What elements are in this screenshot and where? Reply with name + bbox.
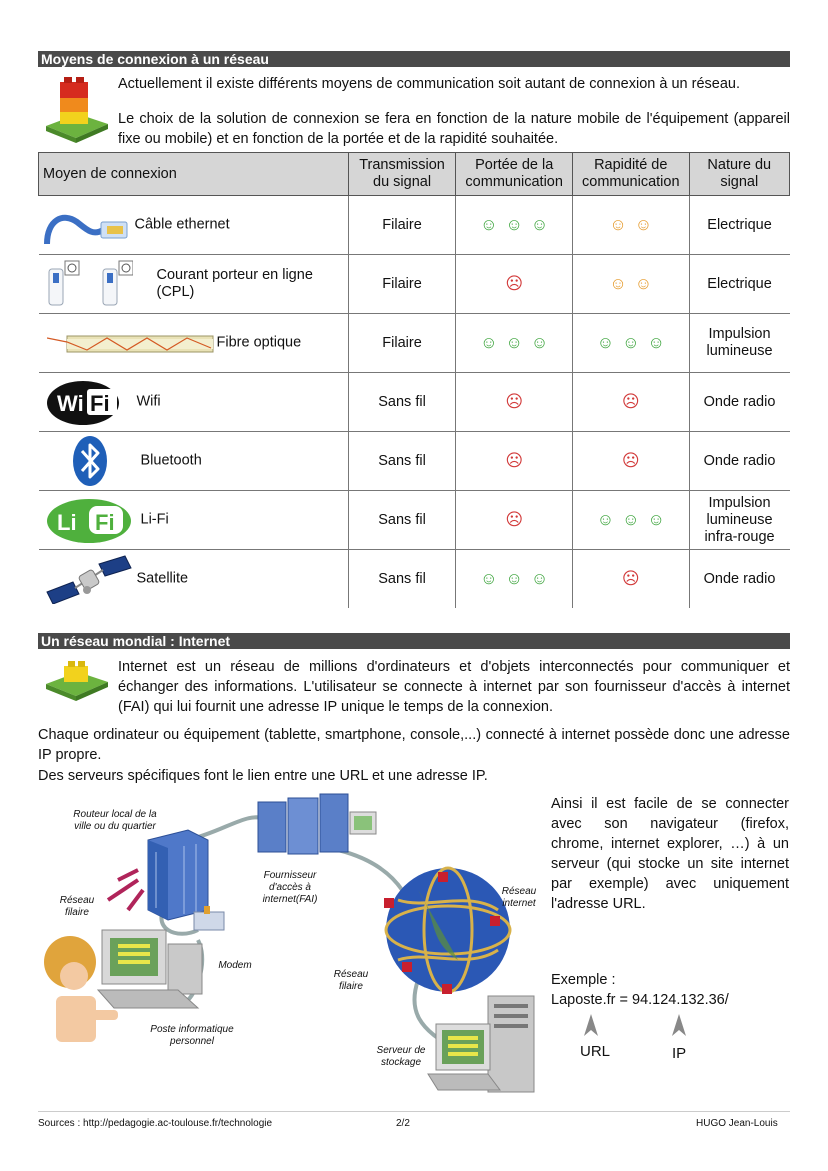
url-label: URL [580, 1043, 611, 1060]
storage-server-icon [428, 996, 534, 1092]
speed-cell [572, 196, 689, 255]
svg-text:Fi: Fi [89, 391, 110, 416]
green-smiley-icon: ☺ [596, 509, 615, 529]
footer-author: HUGO Jean-Louis [696, 1118, 778, 1129]
storage-server-label: Serveur de stockage [376, 1045, 426, 1068]
svg-text:Wi: Wi [56, 391, 84, 416]
example-value: Laposte.fr = 94.124.132.36/ [551, 992, 729, 1008]
svg-text:Fi: Fi [94, 510, 115, 535]
orange-smiley-icon: ☺ [634, 273, 653, 293]
range-cell [456, 550, 573, 609]
satellite-icon [43, 554, 133, 604]
green-smiley-icon: ☺ [505, 568, 523, 588]
transmission-cell: Sans fil [348, 491, 456, 550]
router-label: Routeur local de la ville ou du quartier [73, 809, 157, 832]
speed-cell [572, 255, 689, 314]
footer-source: Sources : http://pedagogie.ac-toulouse.fr/technologie [38, 1118, 273, 1129]
row-label: Fibre optique [216, 334, 302, 351]
network-diagram [38, 790, 543, 1108]
green-smiley-icon: ☺ [480, 214, 498, 234]
green-smiley-icon: ☺ [647, 509, 665, 529]
cpl-adapter-icon [43, 259, 133, 309]
url-explanation: Ainsi il est facile de se connecter avec son navigateur (firefox, chrome, internet explorer, …) à un serveur (qui stocke un site internet par exemple) avec uniquement l'adresse URL. [551, 796, 789, 912]
table-row [39, 491, 790, 550]
optical-fiber-icon [47, 332, 215, 356]
green-smiley-icon: ☺ [647, 332, 665, 352]
col-header-transmission: Transmission du signal [348, 153, 456, 196]
transmission-cell: Sans fil [348, 373, 456, 432]
nature-cell: Impulsion lumineuse infra-rouge [689, 491, 789, 550]
green-smiley-icon: ☺ [480, 332, 498, 352]
internet-paragraph-2: Chaque ordinateur ou équipement (tablette, smartphone, console,...) connecté à internet possède donc une adresse IP propre. [38, 727, 790, 763]
green-smiley-icon: ☺ [480, 568, 498, 588]
isp-label: Fournisseur d'accès à internet(FAI) [262, 870, 318, 905]
table-row [39, 196, 790, 255]
nature-cell: Electrique [689, 196, 789, 255]
transmission-cell: Filaire [348, 196, 456, 255]
router-building-icon [108, 830, 208, 920]
table-row [39, 373, 790, 432]
green-smiley-icon: ☺ [505, 332, 523, 352]
nature-cell: Onde radio [689, 550, 789, 609]
transmission-cell: Filaire [348, 255, 456, 314]
wifi-logo-icon [43, 377, 133, 427]
bluetooth-logo-icon [71, 434, 109, 488]
lifi-logo-icon [43, 495, 133, 545]
intro-paragraph-2: Le choix de la solution de connexion se fera en fonction de la nature mobile de l'équipement (appareil fixe ou mobile) et en fonction de la portée et de la rapidité souhaitée. [118, 111, 790, 147]
internet-network-label: Réseau internet [501, 886, 537, 909]
wired-network-label-1: Réseau filaire [59, 895, 95, 918]
green-smiley-icon: ☺ [530, 568, 549, 588]
example-label: Exemple : [551, 972, 616, 988]
row-label: Li-Fi [140, 511, 169, 528]
col-header-speed: Rapidité de communication [572, 153, 689, 196]
orange-smiley-icon: ☺ [609, 273, 627, 293]
table-row [39, 432, 790, 491]
red-smiley-icon: ☹ [505, 273, 524, 293]
isp-server-icon [258, 794, 376, 854]
nature-cell: Onde radio [689, 432, 789, 491]
col-header-nature: Nature du signal [689, 153, 789, 196]
row-label: Câble ethernet [134, 216, 230, 233]
green-smiley-icon: ☺ [530, 214, 549, 234]
range-cell [456, 432, 573, 491]
nature-cell: Impulsion lumineuse [689, 314, 789, 373]
table-row [39, 550, 790, 609]
ip-label: IP [672, 1045, 687, 1062]
svg-text:Li: Li [56, 510, 77, 535]
table-row [39, 314, 790, 373]
orange-smiley-icon: ☺ [634, 214, 653, 234]
transmission-cell: Filaire [348, 314, 456, 373]
red-smiley-icon: ☹ [621, 391, 640, 411]
pc-label: Poste informatique personnel [150, 1024, 234, 1047]
arrow-up-icon [668, 1012, 690, 1038]
nature-cell: Electrique [689, 255, 789, 314]
arrow-up-icon [580, 1012, 602, 1038]
connection-table [38, 152, 790, 608]
green-smiley-icon: ☺ [622, 332, 640, 352]
green-smiley-icon: ☺ [530, 332, 549, 352]
lego-tower-icon [44, 74, 110, 144]
range-cell [456, 196, 573, 255]
red-smiley-icon: ☹ [505, 509, 524, 529]
section-title-connection: Moyens de connexion à un réseau [38, 51, 790, 67]
red-smiley-icon: ☹ [621, 450, 640, 470]
table-row [39, 255, 790, 314]
personal-computer-icon [98, 930, 202, 1008]
transmission-cell: Sans fil [348, 550, 456, 609]
lego-brick-icon [44, 660, 110, 702]
range-cell [456, 314, 573, 373]
range-cell [456, 373, 573, 432]
col-header-range: Portée de la communication [456, 153, 573, 196]
red-smiley-icon: ☹ [505, 391, 524, 411]
footer-divider [38, 1111, 790, 1112]
col-header-means: Moyen de connexion [39, 153, 349, 196]
speed-cell [572, 550, 689, 609]
row-label: Courant porteur en ligne (CPL) [156, 267, 313, 300]
footer-page-number: 2/2 [396, 1118, 410, 1129]
row-label: Bluetooth [140, 452, 202, 469]
row-label: Wifi [136, 393, 161, 410]
modem-label: Modem [218, 960, 252, 971]
green-smiley-icon: ☺ [505, 214, 523, 234]
orange-smiley-icon: ☺ [609, 214, 627, 234]
transmission-cell: Sans fil [348, 432, 456, 491]
green-smiley-icon: ☺ [622, 509, 640, 529]
speed-cell [572, 491, 689, 550]
internet-paragraph-3: Des serveurs spécifiques font le lien entre une URL et une adresse IP. [38, 768, 488, 784]
red-smiley-icon: ☹ [505, 450, 524, 470]
green-smiley-icon: ☺ [596, 332, 615, 352]
ethernet-cable-icon [43, 200, 133, 250]
internet-paragraph-1: Internet est un réseau de millions d'ordinateurs et d'objets interconnectés pour communiquer et échanger des informations. L'utilisateur se connecte à internet par son fournisseur d'accès à internet (FAI) qui lui fournit une adresse IP unique le temps de la connexion. [118, 659, 790, 715]
speed-cell [572, 314, 689, 373]
intro-paragraph-1: Actuellement il existe différents moyens de communication soit autant de connexion à un réseau. [118, 76, 740, 92]
speed-cell [572, 432, 689, 491]
range-cell [456, 255, 573, 314]
speed-cell [572, 373, 689, 432]
red-smiley-icon: ☹ [621, 568, 640, 588]
row-label: Satellite [136, 570, 189, 587]
nature-cell: Onde radio [689, 373, 789, 432]
wired-network-label-2: Réseau filaire [333, 969, 369, 992]
range-cell [456, 491, 573, 550]
section-title-internet: Un réseau mondial : Internet [38, 633, 790, 649]
